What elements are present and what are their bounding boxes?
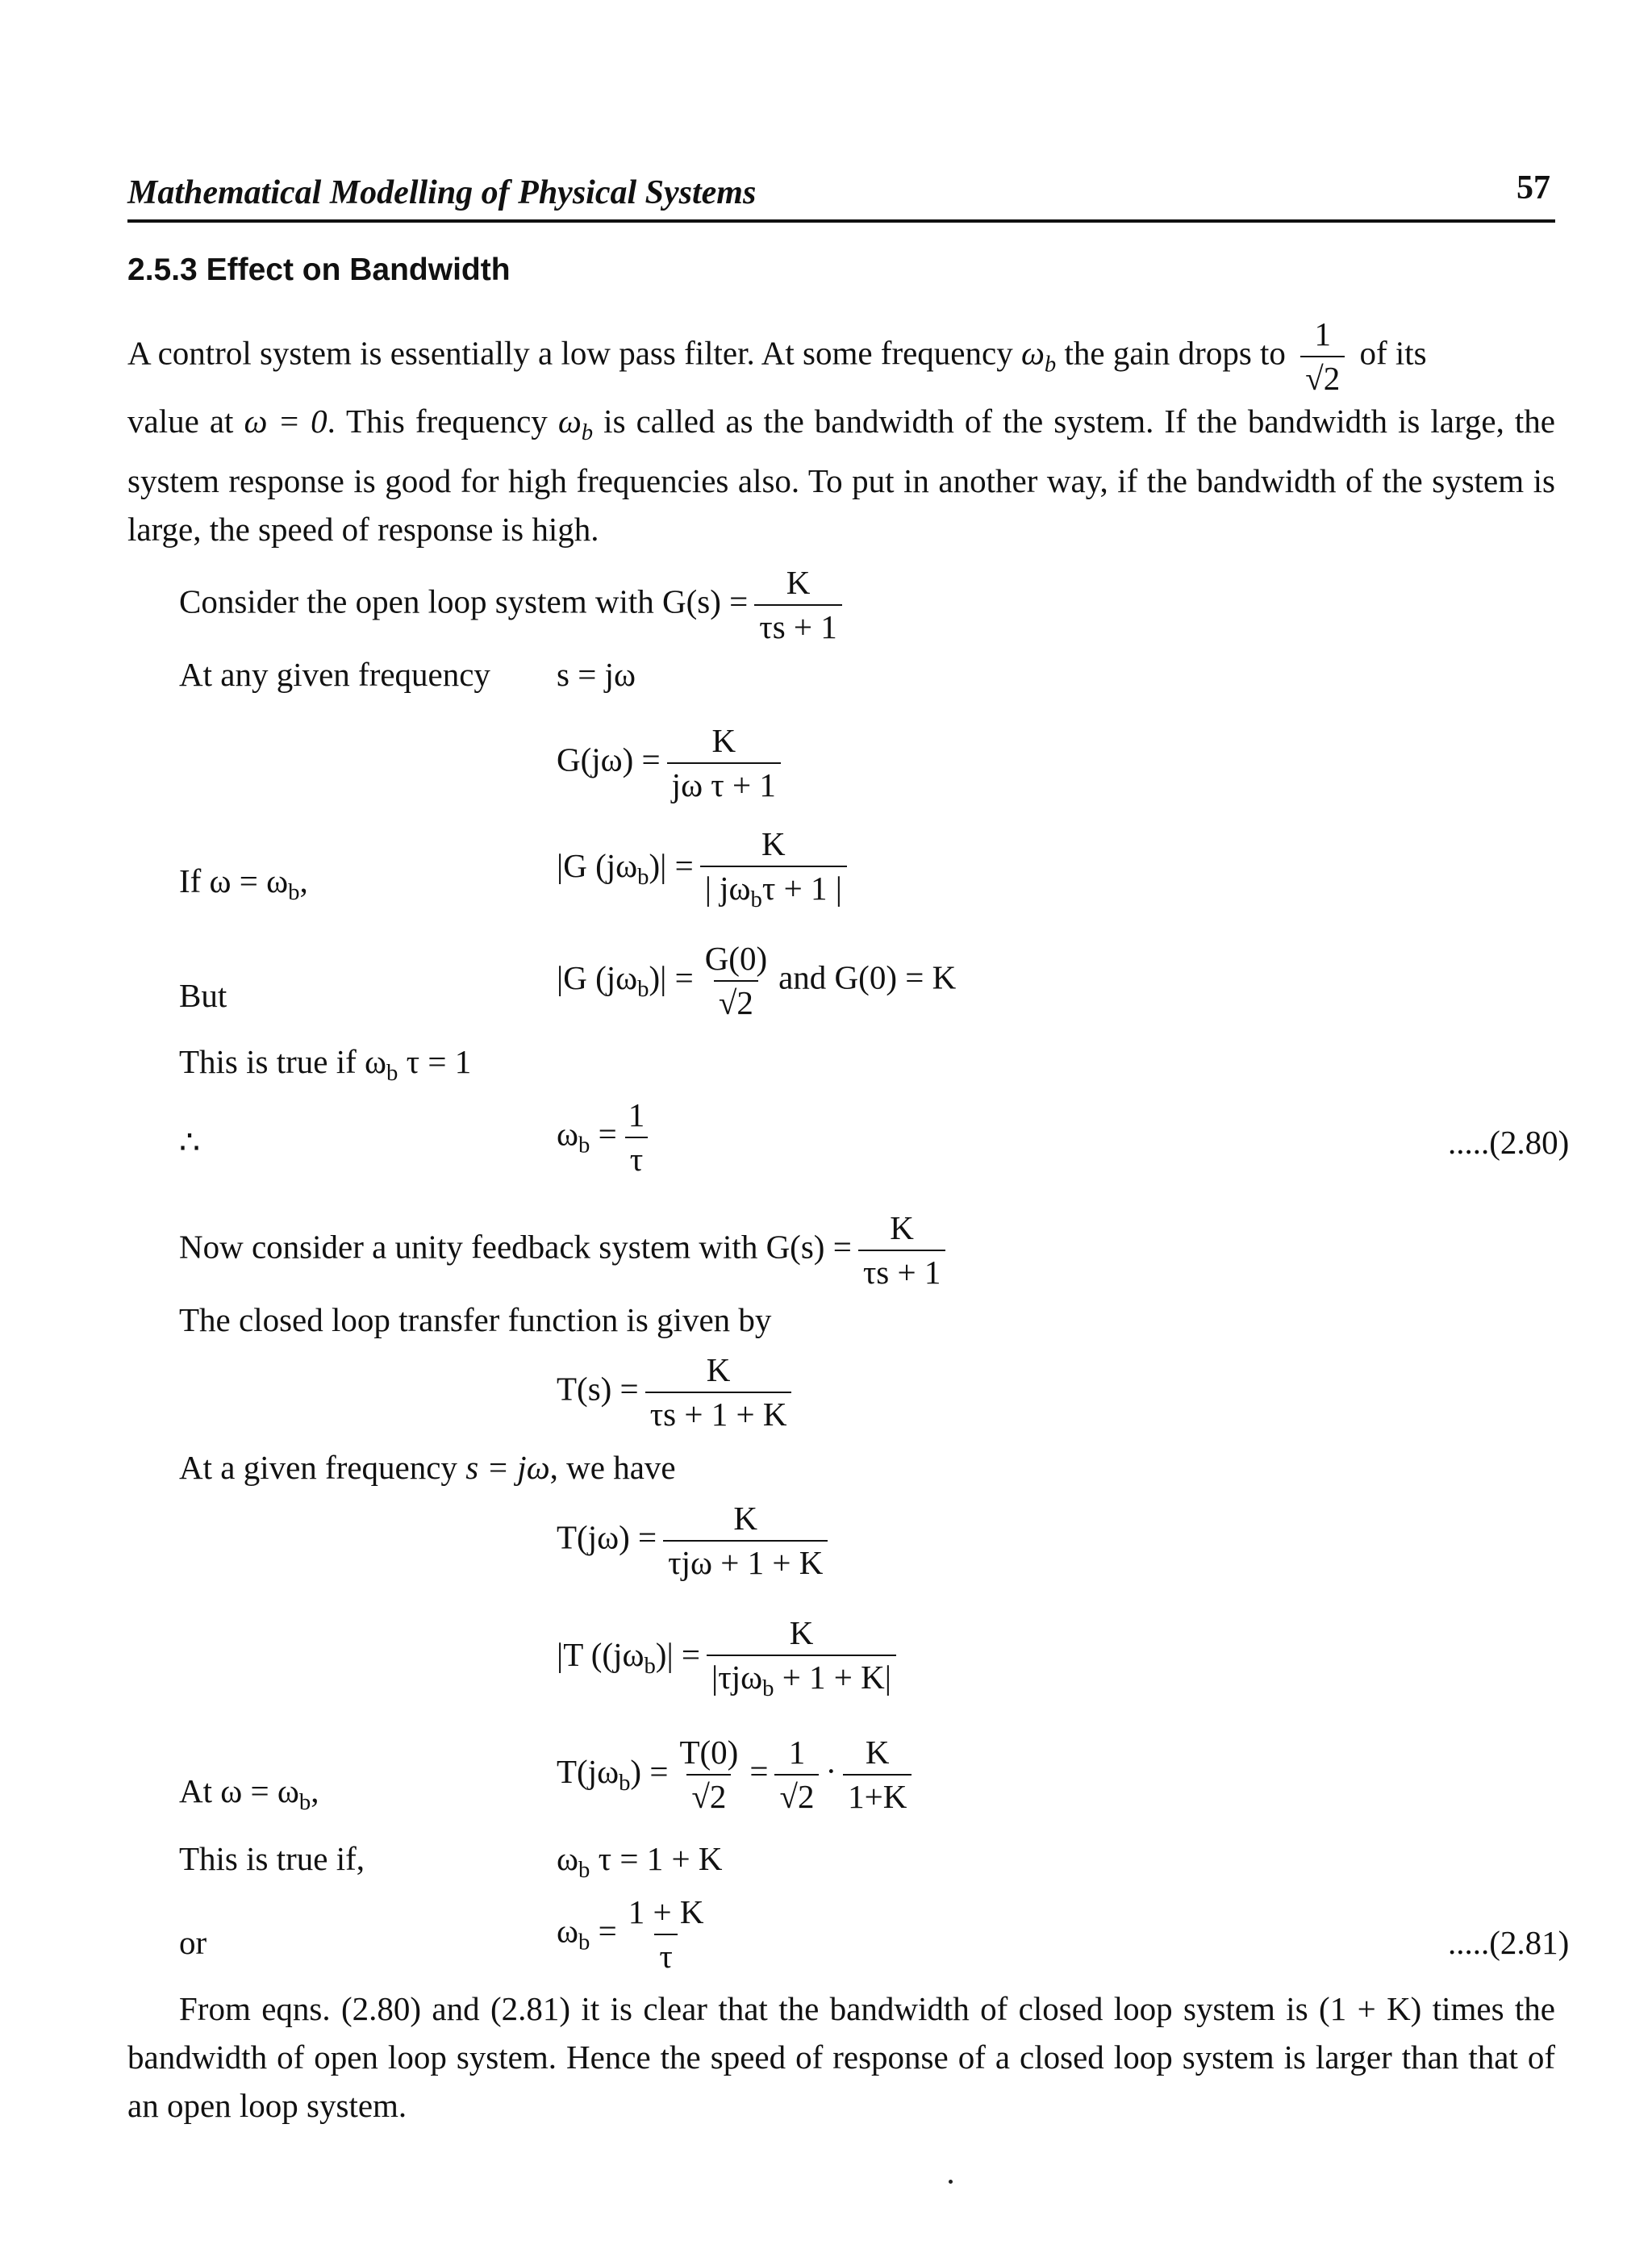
lhs-text: )| = [649, 958, 694, 996]
open-loop-gs-fraction [754, 565, 842, 645]
lhs-text: )| = [649, 847, 694, 885]
subscript: b [386, 1060, 398, 1087]
fraction-numerator: K [786, 564, 811, 601]
omega-b-symbol: ω [1020, 334, 1045, 372]
one-over-root-two-fraction [774, 1734, 819, 1815]
fraction-numerator: K [865, 1734, 890, 1771]
gjwb-magnitude-fraction [700, 826, 847, 913]
conclusion-paragraph: From eqns. (2.80) and (2.81) it is clear that the bandwidth of closed loop system is (1 + K) times the bandwidth of open loop system. Hence the speed of response of a closed loop system is larger than that of an open loop system. [127, 1990, 1555, 2124]
subscript: b [644, 1653, 656, 1680]
closed-loop-condition-label: This is true if, [179, 1840, 365, 1877]
or-label: or [179, 1924, 207, 1961]
lhs-text: ω [557, 1115, 578, 1153]
omega-b-symbol: ω [557, 403, 582, 440]
eq-text: ω [557, 1840, 578, 1877]
fraction-numerator: 1 + K [628, 1893, 704, 1930]
fraction-denominator: √2 [714, 980, 758, 1021]
tjwb-magnitude-equation [557, 1615, 903, 1702]
closed-loop-gs-fraction [858, 1210, 946, 1291]
header-rule [127, 219, 1555, 223]
lhs-text: |G (jω [557, 958, 638, 996]
one-over-root-two-fraction [1300, 316, 1345, 397]
equation-lhs: T(jω) = [557, 1518, 657, 1556]
lhs-text: ) = [630, 1752, 669, 1790]
fraction-numerator: 1 [628, 1096, 645, 1133]
condition-text: This is true if ω [179, 1043, 387, 1080]
frequency-equation: s = jω [557, 656, 636, 693]
omega-b-subscript: b [1044, 351, 1057, 378]
subscript: b [288, 879, 300, 906]
equation-lhs [557, 958, 694, 1002]
lhs-text: T(jω [557, 1752, 620, 1790]
intro-text: the gain drops to [1056, 334, 1295, 372]
page-number: 57 [1516, 169, 1550, 207]
fraction-numerator: K [789, 1614, 814, 1651]
fraction-numerator: K [733, 1500, 758, 1537]
fraction-numerator: 1 [788, 1734, 806, 1771]
intro-text: is called as the bandwidth of the system. If the bandwidth is large, the system response is good for high frequencies also. To put in another way, if the bandwidth of the system is large, the speed of response is high. [127, 403, 1555, 549]
lhs-text: ω [557, 1912, 578, 1950]
section-heading: 2.5.3 Effect on Bandwidth [127, 252, 511, 287]
equation-lhs [557, 1636, 701, 1680]
fraction-denominator [700, 866, 847, 913]
omega-zero-expression: ω = 0 [244, 403, 327, 440]
at-omega-label [179, 1771, 319, 1817]
gjwb-magnitude-equation [557, 826, 853, 913]
fraction-denominator: τs + 1 + K [645, 1392, 792, 1433]
if-omega-label [179, 862, 308, 907]
subscript: b [619, 1769, 631, 1796]
fraction-denominator: τ [654, 1934, 677, 1975]
transfer-function-text: The closed loop transfer function is given by [179, 1301, 772, 1338]
open-loop-consider-line [179, 565, 849, 645]
g0-over-root-two-fraction [700, 941, 772, 1021]
equation-lhs [557, 847, 694, 891]
label-text: At ω = ω [179, 1772, 299, 1809]
frequency-expression: s = jω [465, 1449, 550, 1486]
fraction-numerator: K [761, 825, 786, 862]
subscript: b [637, 864, 649, 891]
fraction-denominator: √2 [774, 1774, 819, 1815]
fraction-denominator: 1+K [843, 1774, 912, 1815]
fraction-denominator: τs + 1 [858, 1250, 946, 1291]
fraction-denominator: τs + 1 [754, 604, 842, 645]
lhs-text: = [590, 1115, 617, 1153]
fraction-numerator: K [711, 722, 736, 759]
intro-text: A control system is essentially a low pass filter. At some frequency [127, 334, 1021, 372]
fraction-denominator: jω τ + 1 [667, 762, 781, 803]
equation-rhs: and G(0) = K [778, 958, 957, 996]
open-loop-bandwidth-equation [557, 1097, 656, 1178]
fraction-denominator: √2 [1300, 356, 1345, 397]
intro-text: value at [127, 403, 244, 440]
equation-lhs: T(s) = [557, 1370, 639, 1408]
ts-equation [557, 1352, 798, 1433]
line-text: , we have [549, 1449, 676, 1486]
tjwb-equation [557, 1734, 918, 1815]
fraction-numerator: G(0) [704, 940, 768, 977]
running-header-title: Mathematical Modelling of Physical Systems [127, 174, 757, 211]
subscript: b [750, 887, 762, 913]
lhs-text: )| = [655, 1636, 701, 1674]
closed-loop-consider-line [179, 1210, 952, 1291]
fraction-numerator: 1 [1314, 315, 1331, 353]
den-text: | jω [704, 870, 751, 908]
multiplication-dot: · [825, 1752, 837, 1790]
label-text: , [311, 1772, 319, 1809]
lhs-text: |T ((jω [557, 1636, 645, 1674]
fraction-denominator: √2 [686, 1774, 731, 1815]
stray-dot-mark [949, 2180, 953, 2184]
frequency-label: At any given frequency [179, 656, 490, 693]
condition-line [179, 1042, 471, 1087]
subscript: b [578, 1929, 590, 1955]
tjw-equation [557, 1500, 834, 1581]
fraction-denominator: τ [625, 1137, 648, 1178]
omega-b-subscript: b [581, 419, 594, 446]
given-frequency-line [179, 1448, 676, 1488]
equation-number-2-81: .....(2.81) [1448, 1924, 1570, 1961]
equation-lhs [557, 1752, 669, 1796]
label-text: , [299, 862, 308, 899]
one-over-tau-fraction [624, 1097, 650, 1178]
intro-text: of its [1351, 334, 1427, 372]
subscript: b [762, 1676, 774, 1702]
closed-loop-condition-equation [557, 1839, 722, 1884]
gjw-equation [557, 723, 787, 803]
subscript: b [578, 1857, 590, 1884]
fraction-denominator: τjω + 1 + K [663, 1540, 828, 1581]
fraction-numerator: K [890, 1209, 914, 1246]
fraction-denominator [707, 1655, 896, 1702]
den-text: + 1 + K| [774, 1659, 891, 1696]
condition-text: τ = 1 [398, 1043, 472, 1080]
gjw-fraction [667, 723, 781, 803]
line-text: At a given frequency [179, 1449, 466, 1486]
lhs-text: = [590, 1912, 617, 1950]
lhs-text: |G (jω [557, 847, 638, 885]
tjw-fraction [663, 1500, 828, 1581]
t0-over-root-two-fraction [674, 1734, 743, 1815]
fraction-numerator: K [706, 1351, 731, 1388]
equation-lhs: G(jω) = [557, 741, 661, 778]
intro-text: . This frequency [327, 403, 558, 440]
therefore-symbol: ∴ [179, 1124, 201, 1161]
label-text: If ω = ω [179, 862, 289, 899]
closed-loop-bandwidth-equation [557, 1894, 715, 1975]
equation-number-2-80: .....(2.80) [1448, 1124, 1570, 1161]
k-over-one-plus-k-fraction [843, 1734, 912, 1815]
subscript: b [578, 1132, 590, 1158]
consider-text: Now consider a unity feedback system with G(s) = [179, 1228, 852, 1266]
equals-sign: = [749, 1752, 769, 1790]
tjwb-magnitude-fraction [707, 1615, 896, 1702]
gjwb-ratio-equation [557, 941, 956, 1021]
consider-text: Consider the open loop system with G(s) = [179, 582, 749, 620]
den-text: τ + 1 | [761, 870, 842, 908]
but-label: But [179, 977, 227, 1014]
ts-fraction [645, 1352, 792, 1433]
den-text: |τjω [711, 1659, 763, 1696]
subscript: b [298, 1789, 311, 1816]
eq-text: τ = 1 + K [590, 1840, 723, 1877]
subscript: b [637, 975, 649, 1002]
intro-paragraph [127, 316, 1555, 553]
one-plus-k-over-tau-fraction [624, 1894, 709, 1975]
fraction-numerator: T(0) [679, 1734, 739, 1771]
